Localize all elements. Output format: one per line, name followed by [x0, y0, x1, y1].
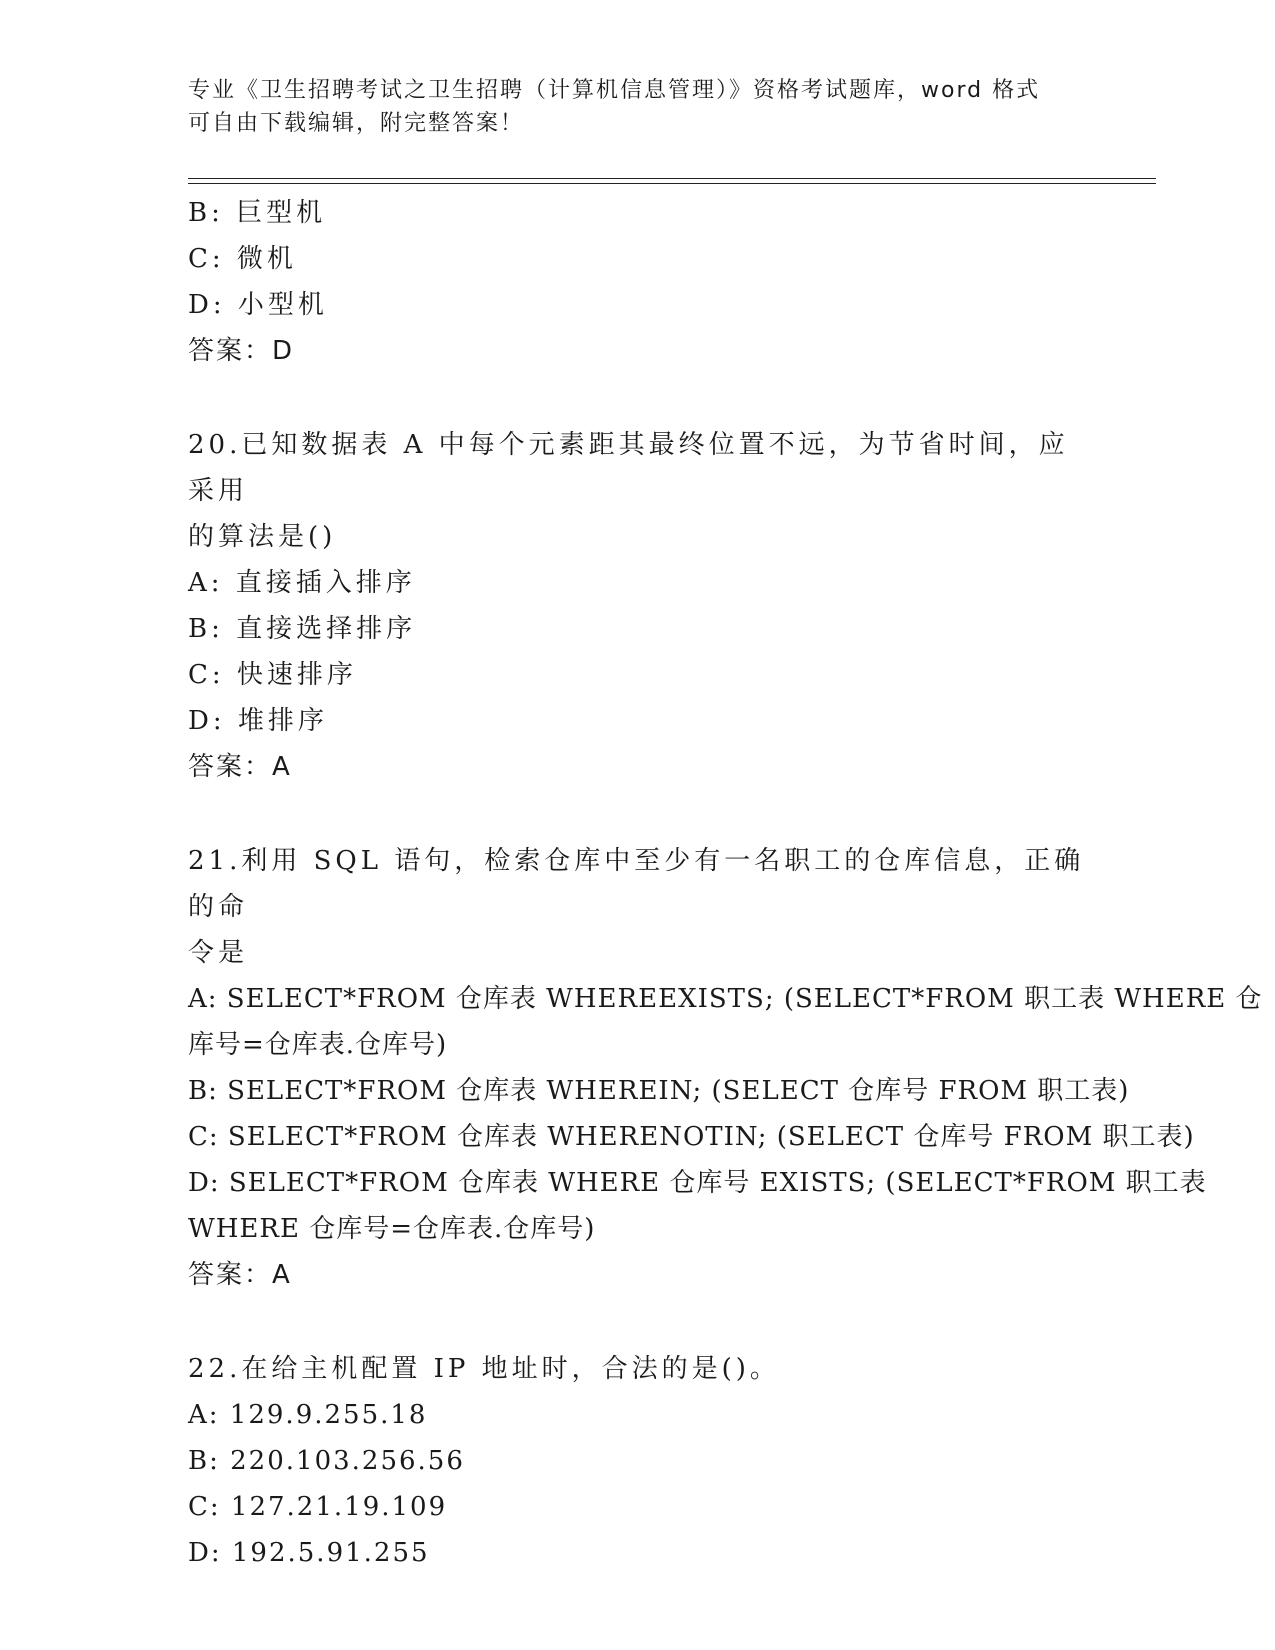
option-d: D: 堆排序 [188, 706, 328, 736]
answer: 答案：A [188, 752, 292, 782]
question-list [188, 190, 1263, 1576]
question-text-line-1: 20.已知数据表 A 中每个元素距其最终位置不远，为节省时间，应采用 [188, 430, 1069, 506]
header-divider-top [188, 178, 1156, 179]
document-header [188, 74, 1088, 140]
answer: 答案：A [188, 1260, 292, 1290]
option-b: B: 220.103.256.56 [188, 1446, 465, 1476]
question-text-line-2: 的算法是() [188, 522, 337, 552]
option-d-line-2: WHERE 仓库号=仓库表.仓库号) [188, 1214, 596, 1244]
spacer [188, 790, 1088, 838]
header-line-2: 可自由下载编辑，附完整答案！ [188, 111, 525, 136]
question-21 [188, 838, 1263, 1298]
option-d: D: 192.5.91.255 [188, 1538, 430, 1568]
header-line-1: 专业《卫生招聘考试之卫生招聘（计算机信息管理）》资格考试题库，word 格式 [188, 78, 1041, 103]
question-19 [188, 190, 1088, 374]
option-d: D: 小型机 [188, 290, 328, 320]
option-c: C: 微机 [188, 244, 297, 274]
option-c: C: 127.21.19.109 [188, 1492, 448, 1522]
spacer [188, 374, 1088, 422]
question-text: 22.在给主机配置 IP 地址时，合法的是()。 [188, 1354, 780, 1384]
option-a-line-2: 库号=仓库表.仓库号) [188, 1030, 448, 1060]
option-b: B: 直接选择排序 [188, 614, 417, 644]
question-text-line-1: 21.利用 SQL 语句，检索仓库中至少有一名职工的仓库信息，正确的命 [188, 846, 1085, 922]
option-c: C: SELECT*FROM 仓库表 WHERENOTIN; (SELECT 仓库号 FROM 职工表) [188, 1122, 1195, 1152]
answer: 答案：D [188, 336, 295, 366]
header-divider-bottom [188, 183, 1156, 184]
option-a: A: 129.9.255.18 [188, 1400, 428, 1430]
spacer [188, 1298, 1088, 1346]
question-22 [188, 1346, 1088, 1576]
option-d-line-1: D: SELECT*FROM 仓库表 WHERE 仓库号 EXISTS; (SELECT*FROM 职工表 [188, 1168, 1207, 1198]
question-text-line-2: 令是 [188, 938, 249, 968]
option-c: C: 快速排序 [188, 660, 357, 690]
option-b: B: SELECT*FROM 仓库表 WHEREIN; (SELECT 仓库号 FROM 职工表) [188, 1076, 1130, 1106]
option-b: B: 巨型机 [188, 198, 327, 228]
question-20 [188, 422, 1088, 790]
option-a: A: 直接插入排序 [188, 568, 416, 598]
option-a-line-1: A: SELECT*FROM 仓库表 WHEREEXISTS; (SELECT*FROM 职工表 WHERE 仓 [188, 984, 1263, 1014]
